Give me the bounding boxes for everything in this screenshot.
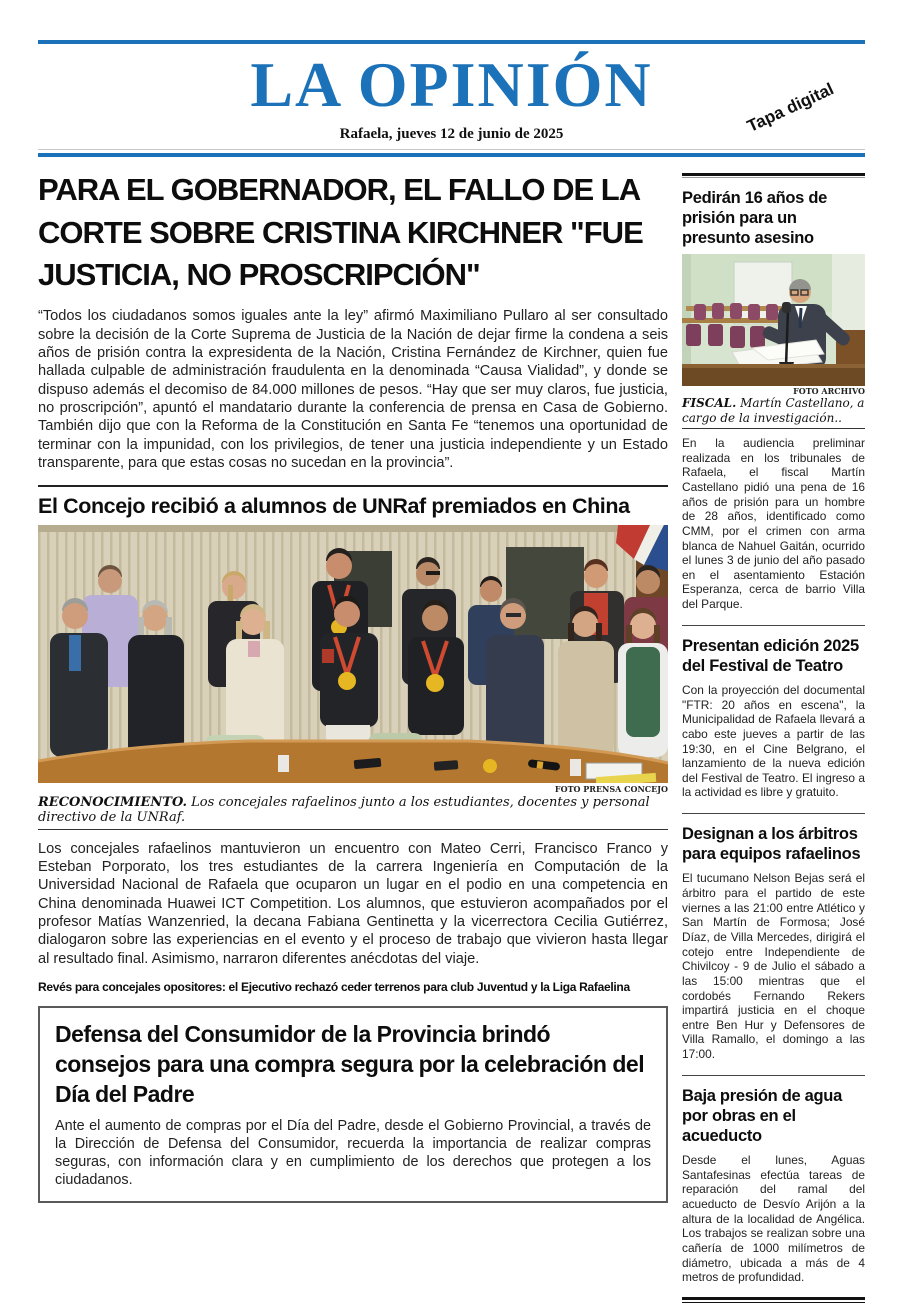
sidebar-divider <box>682 625 865 626</box>
caption-rest: Los concejales rafaelinos junto a los estudiantes, docentes y personal directivo de la UNRaf. <box>38 794 650 825</box>
consumer-body: Ante el aumento de compras por el Día del Padre, desde el Gobierno Provincial, a través de la Dirección de Defensa del Consumidor, recuerda la importancia de realizar compras seguras, con información clara y en cumplimiento de los derechos que protegen a los ciudadanos. <box>55 1117 651 1189</box>
section-rule <box>38 485 668 487</box>
tapa-digital-label: Tapa digital <box>743 79 837 136</box>
sidebar-body-fiscal: En la audiencia preliminar realizada en los tribunales de Rafaela, el fiscal Martín Castellano pidió una pena de 16 años de prisión para un hombre de 28 años, identificado como CMM, por el crimen con arma blanca de Nahuel Gaitán, ocurrido el lunes 3 de junio del año pasado en el asentamiento Estación Esperanza, cerca de barrio Villa del Parque. <box>682 436 865 612</box>
concejo-kicker: Revés para concejales opositores: el Ejecutivo rechazó ceder terrenos para club Juventud y la Liga Rafaelina <box>38 980 630 995</box>
caption-lead: RECONOCIMIENTO. <box>38 794 188 810</box>
fiscal-photo-caption <box>682 396 865 429</box>
lead-headline: PARA EL GOBERNADOR, EL FALLO DE LA CORTE SOBRE CRISTINA KIRCHNER "FUE JUSTICIA, NO PROSCRIPCIÓN" <box>38 171 643 293</box>
caption-lead: FISCAL. <box>682 396 737 411</box>
concejo-photo-caption <box>38 795 668 830</box>
sidebar <box>682 169 865 1303</box>
content-columns <box>38 169 865 1303</box>
front-page <box>0 40 900 1285</box>
sidebar-headline-fiscal: Pedirán 16 años de prisión para un presunto asesino <box>682 188 827 248</box>
concejo-photo-credit: FOTO PRENSA CONCEJO <box>554 783 668 794</box>
consumer-headline: Defensa del Consumidor de la Provincia brindó consejos para una compra segura por la celebración del Día del Padre <box>55 1021 645 1107</box>
masthead-thin-rule <box>38 149 865 150</box>
sidebar-headline-acueducto: Baja presión de agua por obras en el acueducto <box>682 1086 842 1145</box>
concejo-body: Los concejales rafaelinos mantuvieron un encuentro con Mateo Cerri, Francisco Franco y Esteban Porporato, los tres estudiantes de la carrera Ingeniería en Computación de la Universidad Nacional de Rafaela que ocuparon un lugar en el podio en una competencia en China denominada Huawei ICT Competition. Los alumnos, que estuvieron acompañados por el profesor Matías Wanzenried, la decana Fabiana Gentinetta y la vicerrectora Cecilia Gutiérrez, dialogaron sobre las experiencias en el evento y el proceso de trabajo que vivieron hasta llegar al resultado final. Asimismo, narraron diferentes anécdotas del viaje. <box>38 840 668 967</box>
concejo-headline: El Concejo recibió a alumnos de UNRaf premiados en China <box>38 493 630 518</box>
caption-rest: Martín Castellano, a cargo de la investigación.. <box>682 396 865 425</box>
concejo-group-photo <box>38 525 668 783</box>
sidebar-top-rule <box>682 173 865 178</box>
sidebar-headline-teatro: Presentan edición 2025 del Festival de Teatro <box>682 636 859 675</box>
masthead <box>38 40 865 157</box>
newspaper-logo: LA OPINIÓN <box>250 49 653 120</box>
sidebar-headline-arbitros: Designan a los árbitros para equipos rafaelinos <box>682 825 861 864</box>
fiscal-photo-credit: FOTO ARCHIVO <box>793 386 865 397</box>
sidebar-divider <box>682 1075 865 1076</box>
consumer-box-article <box>38 1006 668 1203</box>
sidebar-body-acueducto: Desde el lunes, Aguas Santafesinas efectúa tareas de reparación del ramal del acueducto de Desvío Arijón a la altura de la localidad de Angélica. Los trabajos se realizan sobre una cañería de 1000 milímetros de diámetro, ubicada a más de 4 metros de profundidad. <box>682 1153 865 1285</box>
sidebar-body-arbitros: El tucumano Nelson Bejas será el árbitro para el partido de este viernes a las 21:00 entre Atlético y San Martín de Formosa; José Díaz, de Villa Mercedes, dirigirá el cotejo entre Independiente de Chivilcoy - 9 de Julio el sábado a las 15:00 mientras que el cordobés Fernando Rekers impartirá justicia en el choque entre Ben Hur y Defensores de Villa Ramallo, el domingo a las 17:00. <box>682 871 865 1062</box>
fiscal-photo <box>682 254 865 386</box>
main-column <box>38 169 668 1303</box>
dateline: Rafaela, jueves 12 de junio de 2025 <box>339 125 564 142</box>
sidebar-divider <box>682 813 865 814</box>
sidebar-body-teatro: Con la proyección del documental "FTR: 20 años en escena", la Municipalidad de Rafaela llevará a cabo este jueves a partir de las 19:30, en el Cine Belgrano, el lanzamiento de la nueva edición del Festival de Teatro. El ingreso a la actividad es libre y gratuito. <box>682 683 865 800</box>
lead-body: “Todos los ciudadanos somos iguales ante la ley” afirmó Maximiliano Pullaro al ser consultado sobre la decisión de la Corte Suprema de Justicia de la Nación de dejar firme la condena a seis años de prisión contra la expresidenta de la Nación, Cristina Fernández de Kirchner, quien fue hallada culpable de administración fraudulenta en la denominada “Causa Vialidad”, y donde se dispuso además el decomiso de 84.000 millones de pesos. “Hay que ser muy claros, fue justicia, no proscripción”, apuntó el mandatario durante la conferencia de prensa en Casa de Gobierno. También dijo que con la Reforma de la Constitución en Santa Fe “tenemos una oportunidad de terminar con la impunidad, con los privilegios, de tener una justicia independiente y un Estado transparente, para que estas cosas no sucedan en la provincia”. <box>38 308 668 472</box>
sidebar-end-rule <box>682 1297 865 1303</box>
masthead-bottom-rule <box>38 153 865 157</box>
